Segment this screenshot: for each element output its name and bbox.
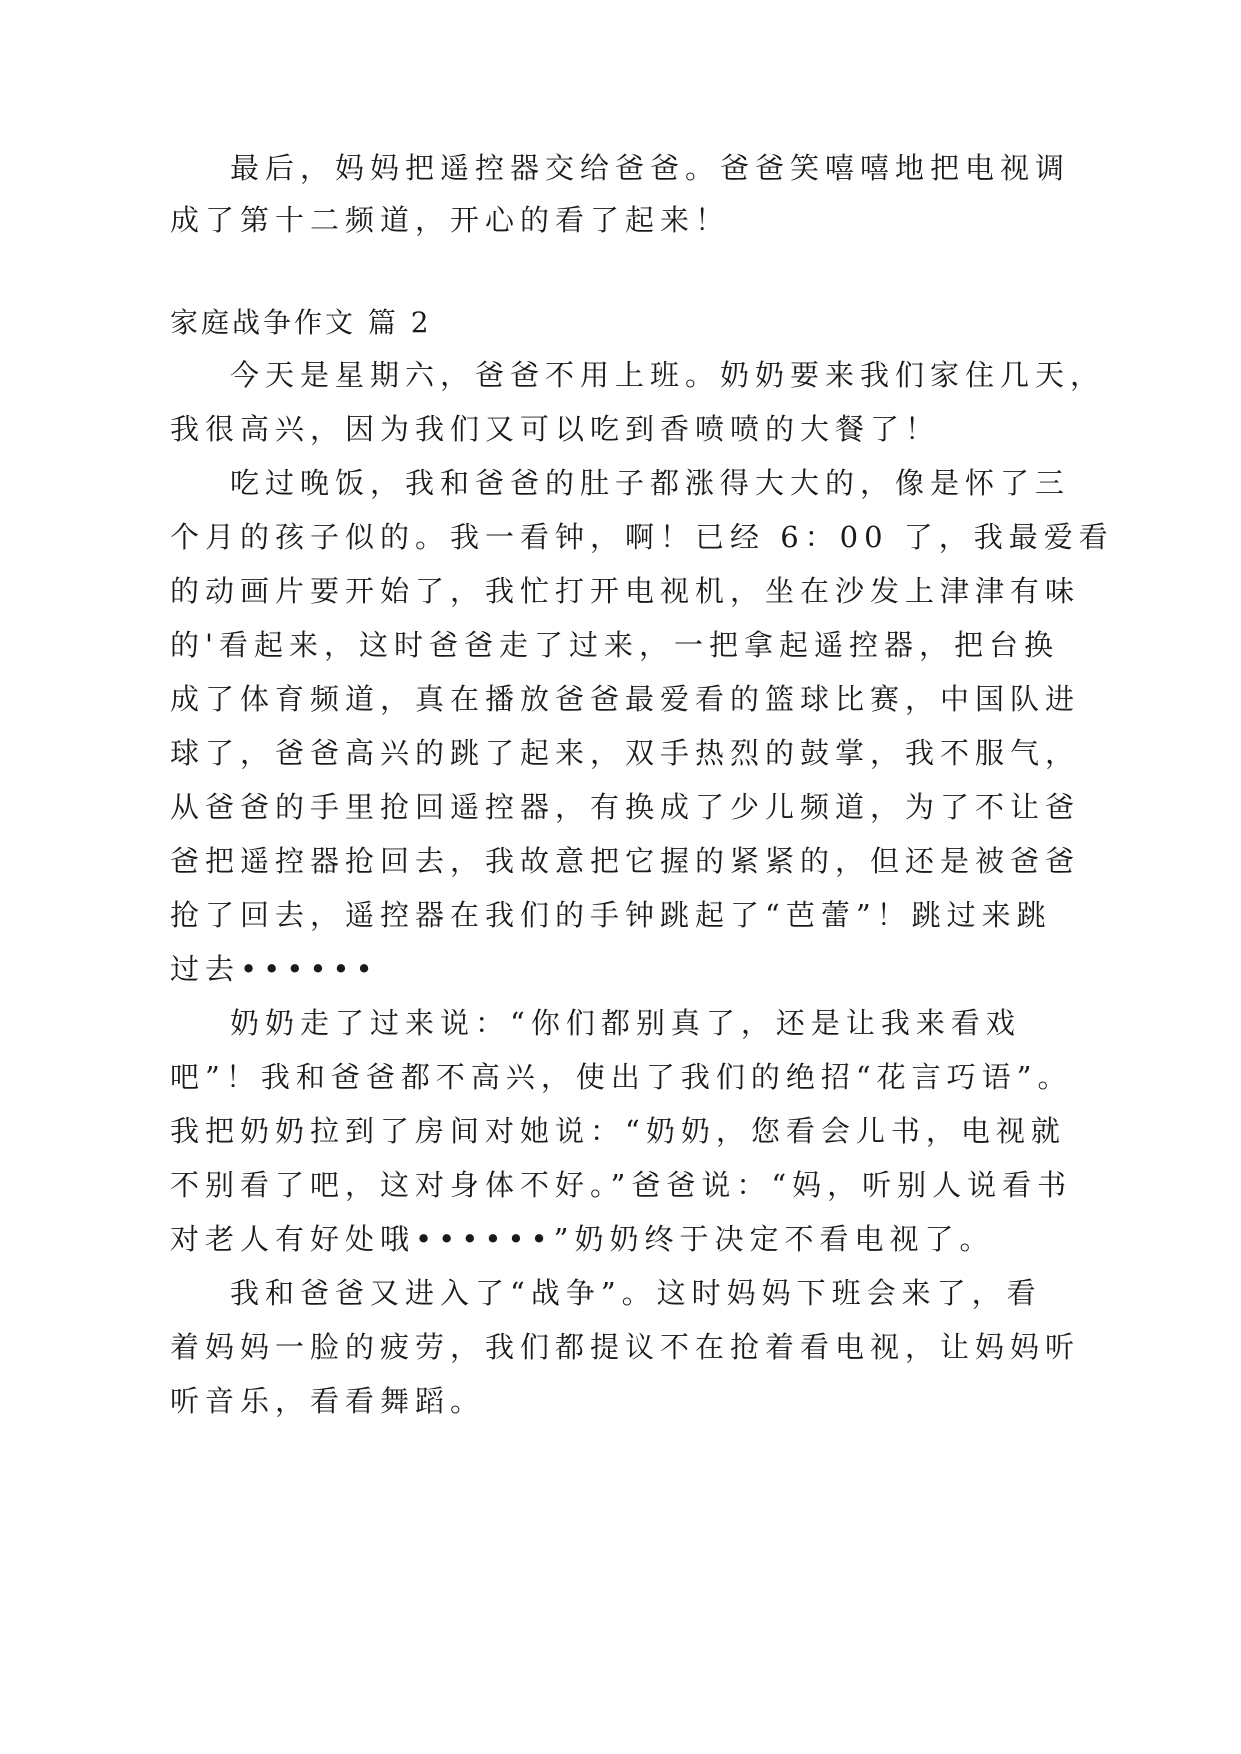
text-line: 最后，妈妈把遥控器交给爸爸。爸爸笑嘻嘻地把电视调 (230, 151, 1071, 185)
text-line: 我很高兴，因为我们又可以吃到香喷喷的大餐了！ (170, 412, 941, 446)
text-line: 过去•••••• (170, 952, 379, 986)
text-line: 的动画片要开始了，我忙打开电视机，坐在沙发上津津有味 (170, 574, 1081, 608)
section-title: 家庭战争作文 篇 2 (170, 306, 432, 339)
text-line: 我把奶奶拉到了房间对她说：“奶奶，您看会儿书，电视就 (170, 1114, 1066, 1148)
text-line: 成了体育频道，真在播放爸爸最爱看的篮球比赛，中国队进 (170, 682, 1081, 716)
text-line: 抢了回去，遥控器在我们的手钟跳起了“芭蕾”！跳过来跳 (170, 898, 1052, 932)
text-line: 奶奶走了过来说：“你们都别真了，还是让我来看戏 (230, 1006, 1021, 1040)
text-line: 不别看了吧，这对身体不好。”爸爸说：“妈，听别人说看书 (170, 1168, 1073, 1202)
text-line: 听音乐，看看舞蹈。 (170, 1384, 486, 1418)
text-line: 的'看起来，这时爸爸走了过来，一把拿起遥控器，把台换 (170, 628, 1059, 662)
text-line: 球了，爸爸高兴的跳了起来，双手热烈的鼓掌，我不服气， (170, 736, 1081, 770)
text-line: 成了第十二频道，开心的看了起来！ (170, 203, 731, 237)
text-line: 爸把遥控器抢回去，我故意把它握的紧紧的，但还是被爸爸 (170, 844, 1081, 878)
text-line: 着妈妈一脸的疲劳，我们都提议不在抢着看电视，让妈妈听 (170, 1330, 1081, 1364)
text-line: 从爸爸的手里抢回遥控器，有换成了少儿频道，为了不让爸 (170, 790, 1081, 824)
text-line: 吃过晚饭，我和爸爸的肚子都涨得大大的，像是怀了三 (230, 466, 1071, 500)
text-line: 今天是星期六，爸爸不用上班。奶奶要来我们家住几天， (230, 358, 1106, 392)
text-line: 吧”！我和爸爸都不高兴，使出了我们的绝招“花言巧语”。 (170, 1060, 1073, 1094)
text-line: 对老人有好处哦••••••”奶奶终于决定不看电视了。 (170, 1222, 995, 1256)
text-line: 我和爸爸又进入了“战争”。这时妈妈下班会来了，看 (230, 1276, 1042, 1310)
text-line: 个月的孩子似的。我一看钟，啊！已经 6：00 了，我最爱看 (170, 520, 1114, 554)
